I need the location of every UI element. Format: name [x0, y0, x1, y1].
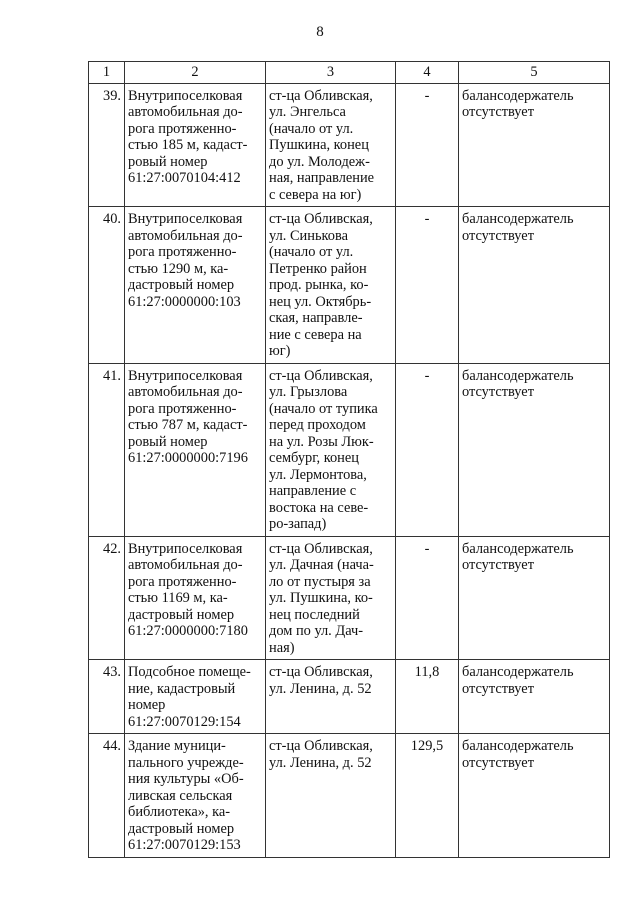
- property-registry-table: [88, 61, 610, 858]
- column-header-3: 3: [266, 62, 396, 84]
- table-row: [89, 83, 610, 207]
- column-header-5: 5: [459, 62, 610, 84]
- object-area: 129,5: [396, 734, 459, 858]
- object-address: ст-ца Обливская, ул. Грызлова (начало от тупика перед проходом на ул. Розы Люк- сембург, конец ул. Лермонтова, направление с востока на севе- ро-запад): [266, 363, 396, 536]
- balance-holder: балансодержатель отсутствует: [459, 83, 610, 207]
- column-header-1: 1: [89, 62, 125, 84]
- object-address: ст-ца Обливская, ул. Ленина, д. 52: [266, 734, 396, 858]
- object-area: -: [396, 207, 459, 364]
- object-address: ст-ца Обливская, ул. Дачная (нача- ло от пустыря за ул. Пушкина, ко- нец последний дом по ул. Дач- ная): [266, 536, 396, 660]
- balance-holder: балансодержатель отсутствует: [459, 363, 610, 536]
- object-name: Внутрипоселковая автомобильная до- рога протяженно- стью 1290 м, ка- дастровый номер 61:27:0000000:103: [125, 207, 266, 364]
- table-row: [89, 536, 610, 660]
- object-name: Внутрипоселковая автомобильная до- рога протяженно- стью 787 м, кадаст- ровый номер 61:27:0000000:7196: [125, 363, 266, 536]
- row-number: 41.: [89, 363, 125, 536]
- row-number: 39.: [89, 83, 125, 207]
- object-name: Внутрипоселковая автомобильная до- рога протяженно- стью 1169 м, ка- дастровый номер 61:27:0000000:7180: [125, 536, 266, 660]
- balance-holder: балансодержатель отсутствует: [459, 536, 610, 660]
- object-name: Подсобное помеще- ние, кадастровый номер 61:27:0070129:154: [125, 660, 266, 734]
- page-number: 8: [316, 24, 324, 40]
- object-address: ст-ца Обливская, ул. Синькова (начало от ул. Петренко район прод. рынка, ко- нец ул. Октябрь- ская, направле- ние с севера на юг): [266, 207, 396, 364]
- header-row: [89, 62, 610, 84]
- row-number: 42.: [89, 536, 125, 660]
- table-row: [89, 207, 610, 364]
- column-header-4: 4: [396, 62, 459, 84]
- object-area: 11,8: [396, 660, 459, 734]
- balance-holder: балансодержатель отсутствует: [459, 207, 610, 364]
- table-row: [89, 734, 610, 858]
- table-row: [89, 363, 610, 536]
- object-area: -: [396, 83, 459, 207]
- row-number: 43.: [89, 660, 125, 734]
- object-area: -: [396, 363, 459, 536]
- table-row: [89, 660, 610, 734]
- row-number: 44.: [89, 734, 125, 858]
- row-number: 40.: [89, 207, 125, 364]
- balance-holder: балансодержатель отсутствует: [459, 734, 610, 858]
- balance-holder: балансодержатель отсутствует: [459, 660, 610, 734]
- column-header-2: 2: [125, 62, 266, 84]
- object-address: ст-ца Обливская, ул. Энгельса (начало от ул. Пушкина, конец до ул. Молодеж- ная, направление с севера на юг): [266, 83, 396, 207]
- object-name: Внутрипоселковая автомобильная до- рога протяженно- стью 185 м, кадаст- ровый номер 61:27:0070104:412: [125, 83, 266, 207]
- object-name: Здание муници- пального учрежде- ния культуры «Об- ливская сельская библиотека», ка- дастровый номер 61:27:0070129:153: [125, 734, 266, 858]
- object-address: ст-ца Обливская, ул. Ленина, д. 52: [266, 660, 396, 734]
- object-area: -: [396, 536, 459, 660]
